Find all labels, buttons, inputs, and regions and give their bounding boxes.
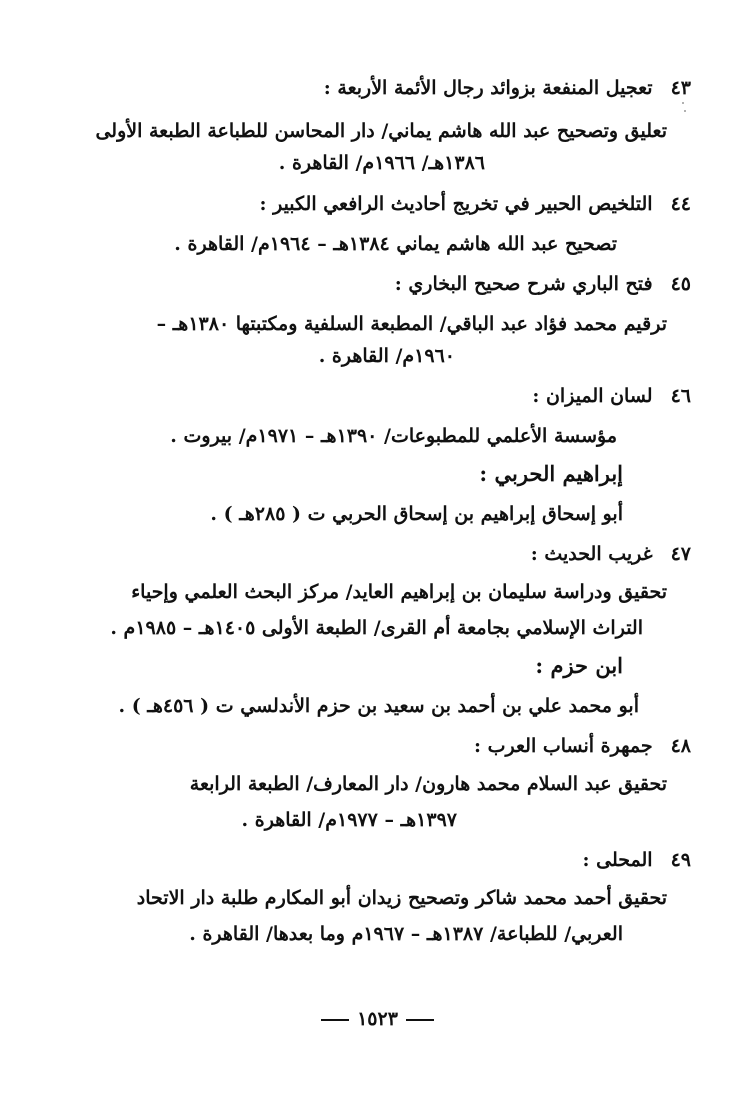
entry-number: ٤٨ [670, 735, 691, 757]
entry-number: ٤٧ [670, 543, 691, 565]
entry-number: ٤٣ [670, 77, 691, 99]
author-heading: إبراهيم الحربي : [479, 461, 623, 486]
entry-title: غريب الحديث : [530, 543, 653, 565]
author-detail: أبو محمد علي بن أحمد بن سعيد بن حزم الأندلسي ت ( ٤٥٦هـ ) . [118, 695, 639, 717]
entry-49-detail-2: العربي/ للطباعة/ ١٣٨٧هـ – ١٩٦٧م وما بعدها/ القاهرة . [189, 923, 623, 945]
footer-dash [406, 1019, 434, 1021]
entry-47-title-line [531, 540, 691, 568]
entry-44-title-line [259, 190, 691, 218]
author-heading: ابن حزم : [535, 653, 623, 678]
scan-speck [682, 102, 684, 104]
entry-number: ٤٩ [670, 849, 691, 871]
entry-46-title-line [532, 382, 691, 410]
entry-number: ٤٥ [670, 273, 691, 295]
page-number: ١٥٢٣ [357, 1008, 398, 1030]
entry-45-detail-1: ترقيم محمد فؤاد عبد الباقي/ المطبعة السلفية ومكتبتها ١٣٨٠هـ – [156, 313, 667, 335]
entry-48-detail-1: تحقيق عبد السلام محمد هارون/ دار المعارف/ الطبعة الرابعة [189, 773, 667, 795]
page-number-footer [0, 1008, 755, 1030]
entry-43-detail-2: ١٣٨٦هـ/ ١٩٦٦م/ القاهرة . [278, 152, 485, 174]
entry-title: فتح الباري شرح صحيح البخاري : [394, 273, 653, 295]
entry-48-title-line [474, 732, 691, 760]
entry-title: المحلى : [582, 849, 653, 871]
entry-title: جمهرة أنساب العرب : [473, 735, 653, 757]
entry-title: التلخيص الحبير في تخريج أحاديث الرافعي الكبير : [259, 193, 653, 215]
scan-speck [684, 110, 686, 112]
entry-49-detail-1: تحقيق أحمد محمد شاكر وتصحيح زيدان أبو المكارم طلبة دار الاتحاد [136, 887, 667, 909]
entry-number: ٤٤ [670, 193, 691, 215]
entry-47-detail-2: التراث الإسلامي بجامعة أم القرى/ الطبعة الأولى ١٤٠٥هـ – ١٩٨٥م . [110, 617, 643, 639]
author-detail: أبو إسحاق إبراهيم بن إسحاق الحربي ت ( ٢٨٥هـ ) . [210, 503, 623, 525]
entry-45-detail-2: ١٩٦٠م/ القاهرة . [318, 345, 455, 367]
entry-45-title-line [395, 270, 691, 298]
footer-dash [321, 1019, 349, 1021]
entry-46-detail-1: مؤسسة الأعلمي للمطبوعات/ ١٣٩٠هـ – ١٩٧١م/ بيروت . [170, 425, 617, 447]
entry-43-detail-1: تعليق وتصحيح عبد الله هاشم يماني/ دار المحاسن للطباعة الطبعة الأولى [95, 120, 667, 142]
entry-47-detail-1: تحقيق ودراسة سليمان بن إبراهيم العايد/ مركز البحث العلمي وإحياء [131, 581, 667, 603]
entry-title: تعجيل المنفعة بزوائد رجال الأئمة الأربعة : [323, 77, 653, 99]
entry-49-title-line [583, 846, 692, 874]
entry-44-detail-1: تصحيح عبد الله هاشم يماني ١٣٨٤هـ – ١٩٦٤م/ القاهرة . [174, 233, 617, 255]
entry-43-title-line [324, 74, 691, 102]
entry-48-detail-2: ١٣٩٧هـ – ١٩٧٧م/ القاهرة . [241, 809, 457, 831]
entry-number: ٤٦ [670, 385, 691, 407]
entry-title: لسان الميزان : [532, 385, 653, 407]
